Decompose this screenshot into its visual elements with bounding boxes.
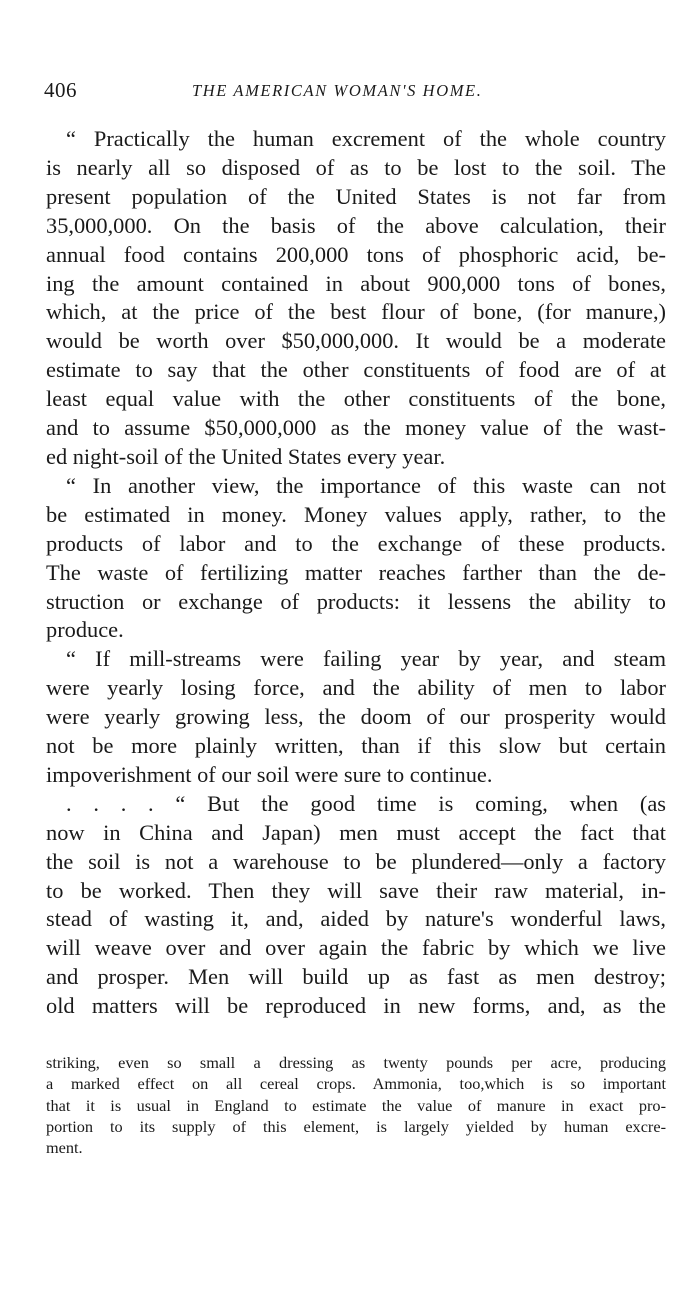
text-line: the soil is not a warehouse to be plundered—only a factory (46, 848, 666, 874)
running-title: THE AMERICAN WOMAN'S HOME. (192, 81, 483, 100)
text-line: were yearly growing less, the doom of our prosperity would (46, 704, 666, 730)
text-line: be estimated in money. Money values apply, rather, to the (46, 501, 666, 527)
paragraph (46, 790, 666, 1021)
text-line: produce. (46, 617, 124, 643)
text-line: ed night-soil of the United States every year. (46, 443, 446, 469)
text-line: old matters will be reproduced in new forms, and, as the (46, 993, 666, 1019)
text-line: and to assume $50,000,000 as the money value of the wast- (46, 415, 666, 441)
text-line: impoverishment of our soil were sure to continue. (46, 761, 493, 787)
text-line: “ Practically the human excrement of the whole country (66, 126, 666, 151)
body-text (46, 125, 666, 1021)
text-line: least equal value with the other constituents of the bone, (46, 386, 666, 412)
text-line: “ In another view, the importance of this waste can not (66, 472, 666, 498)
text-line: annual food contains 200,000 tons of phosphoric acid, be- (46, 241, 666, 267)
footnote-line: that it is usual in England to estimate the value of manure in exact pro- (46, 1095, 666, 1115)
page-number: 406 (44, 78, 77, 102)
footnote-line: portion to its supply of this element, is largely yielded by human excre- (46, 1116, 666, 1136)
text-line: would be worth over $50,000,000. It would be a moderate (46, 328, 666, 354)
paragraph (46, 125, 666, 472)
paragraph (46, 472, 666, 645)
text-line: The waste of fertilizing matter reaches farther than the de- (46, 559, 666, 585)
footnote-line: striking, even so small a dressing as twenty pounds per acre, producing (46, 1053, 666, 1072)
text-line: to be worked. Then they will save their raw material, in- (46, 877, 666, 903)
text-line: products of labor and to the exchange of these products. (46, 530, 666, 556)
text-line: struction or exchange of products: it lessens the ability to (46, 588, 666, 614)
text-line: which, at the price of the best flour of bone, (for manure,) (46, 299, 666, 325)
footnote-line: a marked effect on all cereal crops. Ammonia, too,which is so important (46, 1074, 666, 1094)
text-line: “ If mill-streams were failing year by year, and steam (66, 646, 666, 672)
footnote-line: ment. (46, 1138, 83, 1158)
text-line: and prosper. Men will build up as fast as men destroy; (46, 964, 666, 990)
text-line: present population of the United States is not far from (46, 183, 666, 209)
text-line: will weave over and over again the fabric by which we live (46, 935, 666, 961)
text-line: stead of wasting it, and, aided by nature's wonderful laws, (46, 906, 666, 932)
footnote (46, 1052, 666, 1158)
text-line: were yearly losing force, and the ability of men to labor (46, 675, 666, 701)
text-line: not be more plainly written, than if this slow but certain (46, 733, 666, 759)
text-line: 35,000,000. On the basis of the above calculation, their (46, 212, 666, 238)
text-line: is nearly all so disposed of as to be lost to the soil. The (46, 154, 666, 180)
paragraph (46, 645, 666, 790)
text-line: estimate to say that the other constituents of food are of at (46, 357, 666, 383)
running-head (44, 78, 684, 108)
text-line: ing the amount contained in about 900,000 tons of bones, (46, 270, 666, 296)
text-line: now in China and Japan) men must accept the fact that (46, 819, 666, 845)
text-line: . . . . “ But the good time is coming, when (as (66, 790, 666, 816)
